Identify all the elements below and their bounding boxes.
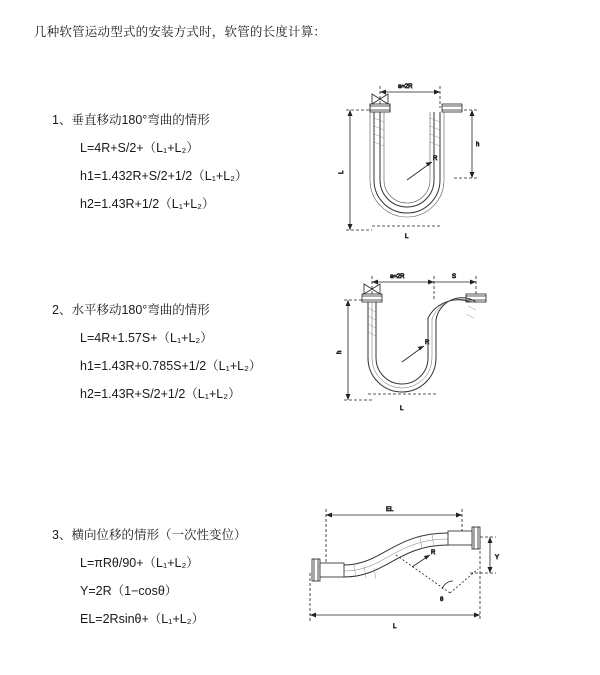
section-2-text <box>52 300 322 412</box>
section-2-formula-1: L=4R+1.57S+（L₁+L₂） <box>80 331 213 345</box>
section-1-formula-1: L=4R+S/2+（L₁+L₂） <box>80 141 199 155</box>
svg-text:EL: EL <box>386 507 394 513</box>
svg-text:θ: θ <box>440 597 444 603</box>
section-1-text <box>52 110 322 222</box>
section-2-formula-2: h1=1.43R+0.785S+1/2（L₁+L₂） <box>80 359 262 373</box>
svg-text:L: L <box>405 234 409 240</box>
svg-text:R: R <box>433 156 438 162</box>
section-1-formula-2: h1=1.432R+S/2+1/2（L₁+L₂） <box>80 169 248 183</box>
section-2-title: 2、水平移动180°弯曲的情形 <box>52 303 210 317</box>
section-2-figure <box>312 260 502 450</box>
section-3-formula-2: Y=2R（1−cosθ） <box>80 584 178 598</box>
section-1-figure <box>312 70 502 270</box>
section-3-formula-1: L=πRθ/90+（L₁+L₂） <box>80 556 199 570</box>
section-3-text <box>52 525 322 637</box>
svg-text:h: h <box>476 142 480 148</box>
page-title: 几种软管运动型式的安装方式时，软管的长度计算： <box>34 25 327 39</box>
svg-text:R: R <box>431 550 436 556</box>
section-3-title: 3、横向位移的情形（一次性变位） <box>52 528 247 542</box>
svg-text:L: L <box>400 406 404 412</box>
section-1-formula-3: h2=1.43R+1/2（L₁+L₂） <box>80 197 215 211</box>
section-1-title: 1、垂直移动180°弯曲的情形 <box>52 113 210 127</box>
section-3-formula-3: EL=2Rsinθ+（L₁+L₂） <box>80 612 205 626</box>
svg-text:L: L <box>339 170 345 174</box>
svg-text:L: L <box>393 624 397 630</box>
section-3-figure <box>290 497 505 637</box>
svg-text:a=2R: a=2R <box>398 84 413 90</box>
section-2-formula-3: h2=1.43R+S/2+1/2（L₁+L₂） <box>80 387 241 401</box>
svg-text:R: R <box>425 340 430 346</box>
svg-text:a=2R: a=2R <box>390 274 405 280</box>
svg-text:h: h <box>337 350 343 354</box>
svg-text:Y: Y <box>495 555 500 561</box>
svg-text:S: S <box>452 274 457 280</box>
